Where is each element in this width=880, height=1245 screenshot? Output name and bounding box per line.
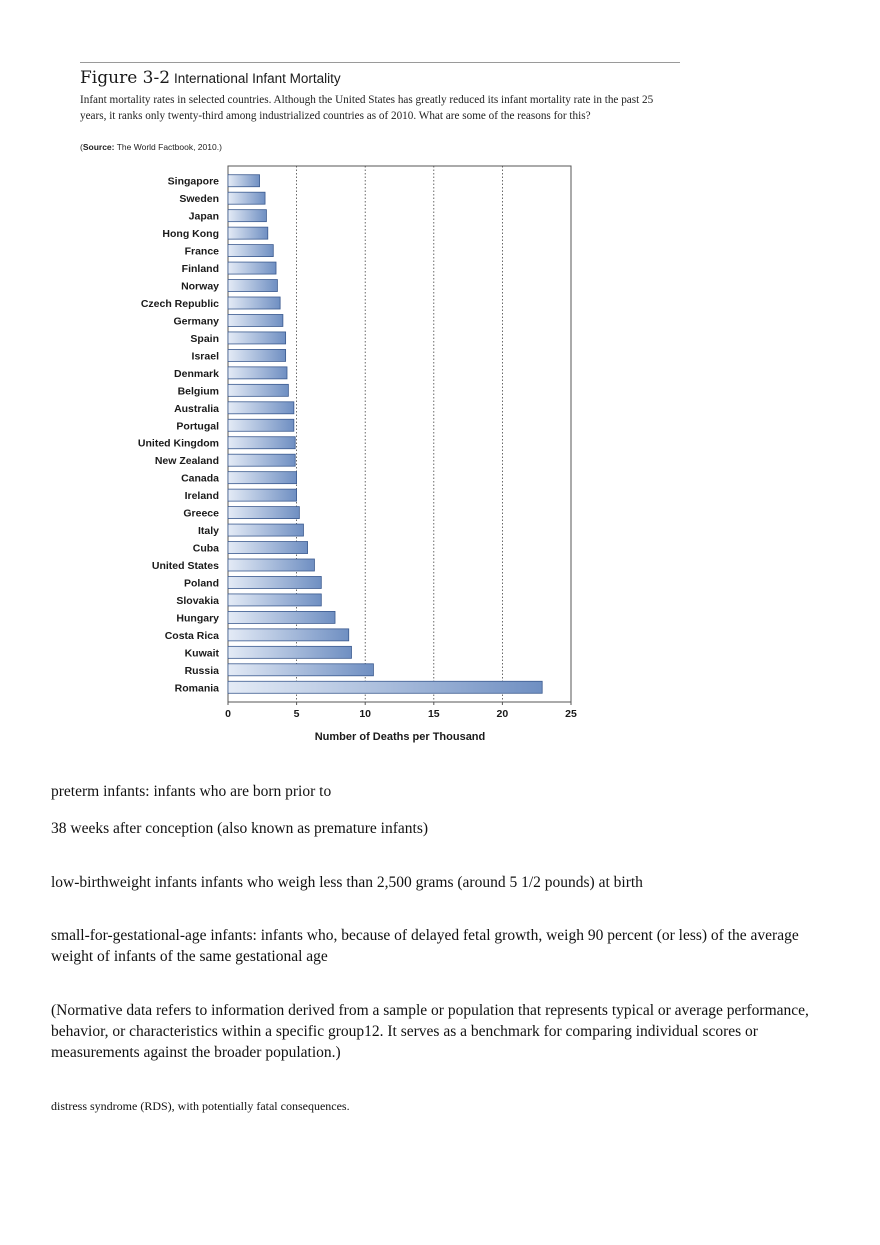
category-label: Russia	[184, 664, 219, 677]
bar-denmark	[228, 367, 287, 379]
category-label: United Kingdom	[137, 437, 219, 450]
tick-label: 20	[496, 708, 509, 720]
bar-czech-republic	[228, 297, 280, 309]
bar-portugal	[228, 419, 294, 431]
tick-label: 0	[225, 708, 231, 720]
bar-new-zealand	[228, 454, 295, 466]
figure-3-2	[52, 60, 682, 766]
source-open-paren: (	[80, 142, 83, 152]
category-label: Belgium	[177, 385, 219, 398]
category-label: Norway	[181, 280, 219, 293]
bar-united-states	[228, 559, 314, 571]
tick-label: 15	[427, 708, 440, 720]
figure-title	[80, 68, 341, 88]
bar-canada	[228, 472, 297, 484]
bar-slovakia	[228, 594, 321, 606]
category-label: Greece	[183, 507, 219, 520]
bars	[228, 175, 542, 694]
category-label: United States	[151, 560, 219, 572]
category-label: Denmark	[174, 367, 219, 380]
category-label: Sweden	[179, 193, 219, 206]
category-label: Germany	[173, 315, 219, 328]
tick-label: 25	[565, 708, 577, 720]
category-label: Cuba	[192, 542, 219, 555]
category-label: Kuwait	[184, 647, 219, 660]
bar-finland	[228, 262, 276, 274]
bar-italy	[228, 524, 303, 536]
paragraph-small-for-gestational-age: small-for-gestational-age infants: infants who, because of delayed fetal growth, weigh 90 percent (or less) of the average weight of infants of the same gestational age	[51, 927, 799, 965]
bar-belgium	[228, 384, 288, 396]
bar-ireland	[228, 489, 297, 501]
bar-cuba	[228, 542, 308, 554]
category-label: France	[184, 245, 219, 258]
figure-top-rule	[80, 62, 680, 63]
source-text: The World Factbook, 2010.	[114, 142, 220, 152]
paragraph-low-birthweight: low-birthweight infants infants who weigh less than 2,500 grams (around 5 1/2 pounds) at birth	[51, 874, 643, 891]
bar-hungary	[228, 611, 335, 623]
tick-label: 10	[359, 708, 372, 720]
bar-poland	[228, 576, 321, 588]
bar-greece	[228, 507, 299, 519]
category-label: Slovakia	[176, 594, 219, 607]
figure-name: International Infant Mortality	[174, 71, 341, 86]
category-label: Hong Kong	[162, 228, 219, 241]
source-close-paren: )	[219, 142, 222, 152]
category-label: Singapore	[167, 175, 219, 188]
category-label: Japan	[188, 210, 219, 223]
category-label: Ireland	[184, 490, 219, 503]
category-label: Czech Republic	[140, 298, 219, 310]
category-label: Hungary	[176, 612, 219, 625]
bar-singapore	[228, 175, 260, 187]
bar-spain	[228, 332, 286, 344]
bar-romania	[228, 681, 542, 693]
x-axis-ticks	[225, 702, 577, 720]
infant-mortality-bar-chart	[52, 160, 682, 766]
paragraph-normative-data: (Normative data refers to information derived from a sample or population that represents typical or average performance, behavior, or characteristics within a specific group12. It serves as a benchmark for comparing individual scores or measurements against the broader population.)	[51, 1002, 809, 1061]
category-label: Israel	[191, 350, 219, 363]
category-label: Australia	[174, 402, 219, 415]
bar-france	[228, 245, 273, 257]
bar-germany	[228, 314, 283, 326]
bar-russia	[228, 664, 373, 676]
figure-caption: Infant mortality rates in selected countries. Although the United States has greatly reduced its infant mortality rate in the past 25 years, it ranks only twenty-third among industrialized countries as of 2010. What are some of the reasons for this?	[80, 94, 654, 122]
paragraph-rds: distress syndrome (RDS), with potentially fatal consequences.	[51, 1099, 350, 1113]
bar-sweden	[228, 192, 265, 204]
x-axis-label: Number of Deaths per Thousand	[314, 731, 486, 743]
category-label: Costa Rica	[164, 629, 219, 642]
figure-source	[80, 142, 222, 152]
source-label: Source:	[82, 142, 115, 152]
category-label: Canada	[181, 472, 219, 485]
bar-australia	[228, 402, 294, 414]
category-label: Italy	[197, 525, 219, 538]
bar-japan	[228, 210, 266, 222]
bar-kuwait	[228, 646, 351, 658]
paragraph-preterm-cont: 38 weeks after conception (also known as premature infants)	[51, 820, 429, 837]
category-label: New Zealand	[154, 455, 219, 468]
category-label: Spain	[190, 332, 219, 345]
bar-hong-kong	[228, 227, 268, 239]
category-labels	[138, 176, 220, 695]
category-label: Poland	[183, 577, 219, 590]
category-label: Finland	[181, 263, 219, 276]
bar-united-kingdom	[228, 437, 295, 449]
paragraph-preterm: preterm infants: infants who are born prior to	[51, 783, 332, 800]
category-label: Romania	[174, 682, 219, 695]
figure-number: Figure 3-2	[80, 68, 171, 88]
category-label: Portugal	[176, 420, 219, 433]
bar-norway	[228, 280, 277, 292]
bar-costa-rica	[228, 629, 349, 641]
bar-israel	[228, 349, 286, 361]
tick-label: 5	[293, 708, 300, 720]
